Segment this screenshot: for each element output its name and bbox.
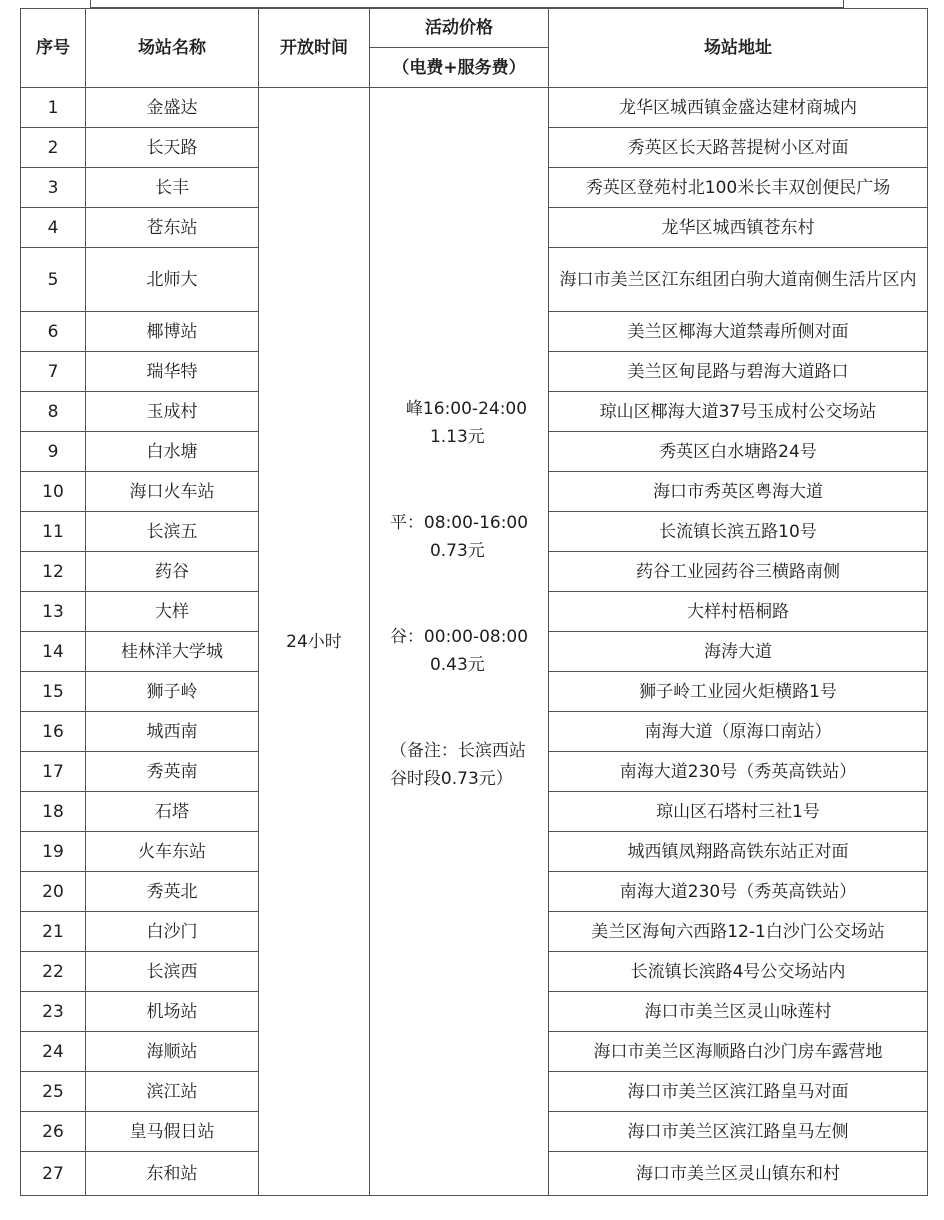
station-name-cell: 长丰 xyxy=(86,168,259,208)
station-name-cell: 石塔 xyxy=(86,792,259,832)
flat-time: 平：08:00-16:00 xyxy=(389,512,529,533)
seq-cell: 17 xyxy=(21,752,86,792)
station-name-cell: 药谷 xyxy=(86,552,259,592)
seq-cell: 7 xyxy=(21,352,86,392)
seq-cell: 20 xyxy=(21,872,86,912)
valley-price: 0.43元 xyxy=(429,654,485,675)
seq-cell: 15 xyxy=(21,672,86,712)
seq-cell: 8 xyxy=(21,392,86,432)
header-address: 场站地址 xyxy=(549,9,928,88)
address-cell: 海口市美兰区灵山镇东和村 xyxy=(549,1152,928,1196)
seq-cell: 6 xyxy=(21,312,86,352)
seq-cell: 22 xyxy=(21,952,86,992)
seq-cell: 4 xyxy=(21,208,86,248)
seq-cell: 11 xyxy=(21,512,86,552)
header-seq: 序号 xyxy=(21,9,86,88)
address-cell: 海口市秀英区粤海大道 xyxy=(549,472,928,512)
station-name-cell: 北师大 xyxy=(86,248,259,312)
address-cell: 狮子岭工业园火炬横路1号 xyxy=(549,672,928,712)
station-name-cell: 秀英北 xyxy=(86,872,259,912)
station-name-cell: 玉成村 xyxy=(86,392,259,432)
station-name-cell: 东和站 xyxy=(86,1152,259,1196)
valley-time: 谷：00:00-08:00 xyxy=(389,626,529,647)
seq-cell: 25 xyxy=(21,1072,86,1112)
top-border-right xyxy=(843,0,844,8)
seq-cell: 23 xyxy=(21,992,86,1032)
station-name-cell: 苍东站 xyxy=(86,208,259,248)
seq-cell: 2 xyxy=(21,128,86,168)
flat-price: 0.73元 xyxy=(429,540,485,561)
address-cell: 南海大道（原海口南站） xyxy=(549,712,928,752)
header-price: 活动价格 xyxy=(370,9,549,48)
seq-cell: 19 xyxy=(21,832,86,872)
address-cell: 海口市美兰区江东组团白驹大道南侧生活片区内 xyxy=(549,248,928,312)
seq-cell: 3 xyxy=(21,168,86,208)
peak-price: 1.13元 xyxy=(429,426,485,447)
address-cell: 海口市美兰区灵山咏莲村 xyxy=(549,992,928,1032)
seq-cell: 18 xyxy=(21,792,86,832)
table-row xyxy=(21,88,928,128)
seq-cell: 24 xyxy=(21,1032,86,1072)
address-cell: 龙华区城西镇苍东村 xyxy=(549,208,928,248)
station-name-cell: 长滨五 xyxy=(86,512,259,552)
station-name-cell: 海顺站 xyxy=(86,1032,259,1072)
address-cell: 琼山区石塔村三社1号 xyxy=(549,792,928,832)
station-name-cell: 城西南 xyxy=(86,712,259,752)
station-name-cell: 海口火车站 xyxy=(86,472,259,512)
address-cell: 秀英区长天路菩提树小区对面 xyxy=(549,128,928,168)
hours-cell xyxy=(259,88,370,1196)
price-note-line1: （备注：长滨西站 xyxy=(389,740,526,761)
seq-cell: 21 xyxy=(21,912,86,952)
station-name-cell: 机场站 xyxy=(86,992,259,1032)
seq-cell: 13 xyxy=(21,592,86,632)
station-name-cell: 大样 xyxy=(86,592,259,632)
station-name-cell: 长滨西 xyxy=(86,952,259,992)
seq-cell: 14 xyxy=(21,632,86,672)
address-cell: 城西镇凤翔路高铁东站正对面 xyxy=(549,832,928,872)
station-name-cell: 长天路 xyxy=(86,128,259,168)
station-name-cell: 椰博站 xyxy=(86,312,259,352)
seq-cell: 16 xyxy=(21,712,86,752)
station-table xyxy=(20,8,928,1196)
address-cell: 美兰区甸昆路与碧海大道路口 xyxy=(549,352,928,392)
address-cell: 秀英区登苑村北100米长丰双创便民广场 xyxy=(549,168,928,208)
seq-cell: 12 xyxy=(21,552,86,592)
address-cell: 海口市美兰区海顺路白沙门房车露营地 xyxy=(549,1032,928,1072)
station-name-cell: 滨江站 xyxy=(86,1072,259,1112)
station-name-cell: 桂林洋大学城 xyxy=(86,632,259,672)
address-cell: 美兰区椰海大道禁毒所侧对面 xyxy=(549,312,928,352)
seq-cell: 9 xyxy=(21,432,86,472)
address-cell: 海口市美兰区滨江路皇马左侧 xyxy=(549,1112,928,1152)
station-name-cell: 白水塘 xyxy=(86,432,259,472)
peak-time: 峰16:00-24:00 xyxy=(405,398,528,419)
address-cell: 长流镇长滨路4号公交场站内 xyxy=(549,952,928,992)
station-name-cell: 瑞华特 xyxy=(86,352,259,392)
address-cell: 大样村梧桐路 xyxy=(549,592,928,632)
station-name-cell: 金盛达 xyxy=(86,88,259,128)
address-cell: 秀英区白水塘路24号 xyxy=(549,432,928,472)
header-hours: 开放时间 xyxy=(259,9,370,88)
price-block xyxy=(390,395,528,793)
station-name-cell: 火车东站 xyxy=(86,832,259,872)
header-name: 场站名称 xyxy=(86,9,259,88)
station-name-cell: 白沙门 xyxy=(86,912,259,952)
station-name-cell: 秀英南 xyxy=(86,752,259,792)
header-price-note: （电费+服务费） xyxy=(370,48,549,88)
seq-cell: 26 xyxy=(21,1112,86,1152)
address-cell: 龙华区城西镇金盛达建材商城内 xyxy=(549,88,928,128)
hours-value: 24小时 xyxy=(286,631,342,652)
address-cell: 美兰区海甸六西路12-1白沙门公交场站 xyxy=(549,912,928,952)
address-cell: 长流镇长滨五路10号 xyxy=(549,512,928,552)
price-note-line2: 谷时段0.73元） xyxy=(389,768,513,789)
address-cell: 琼山区椰海大道37号玉成村公交场站 xyxy=(549,392,928,432)
address-cell: 海涛大道 xyxy=(549,632,928,672)
seq-cell: 27 xyxy=(21,1152,86,1196)
station-name-cell: 皇马假日站 xyxy=(86,1112,259,1152)
seq-cell: 1 xyxy=(21,88,86,128)
seq-cell: 10 xyxy=(21,472,86,512)
table-body xyxy=(21,88,928,1196)
address-cell: 南海大道230号（秀英高铁站） xyxy=(549,752,928,792)
station-name-cell: 狮子岭 xyxy=(86,672,259,712)
address-cell: 海口市美兰区滨江路皇马对面 xyxy=(549,1072,928,1112)
address-cell: 南海大道230号（秀英高铁站） xyxy=(549,872,928,912)
price-cell xyxy=(370,88,549,1196)
address-cell: 药谷工业园药谷三横路南侧 xyxy=(549,552,928,592)
seq-cell: 5 xyxy=(21,248,86,312)
